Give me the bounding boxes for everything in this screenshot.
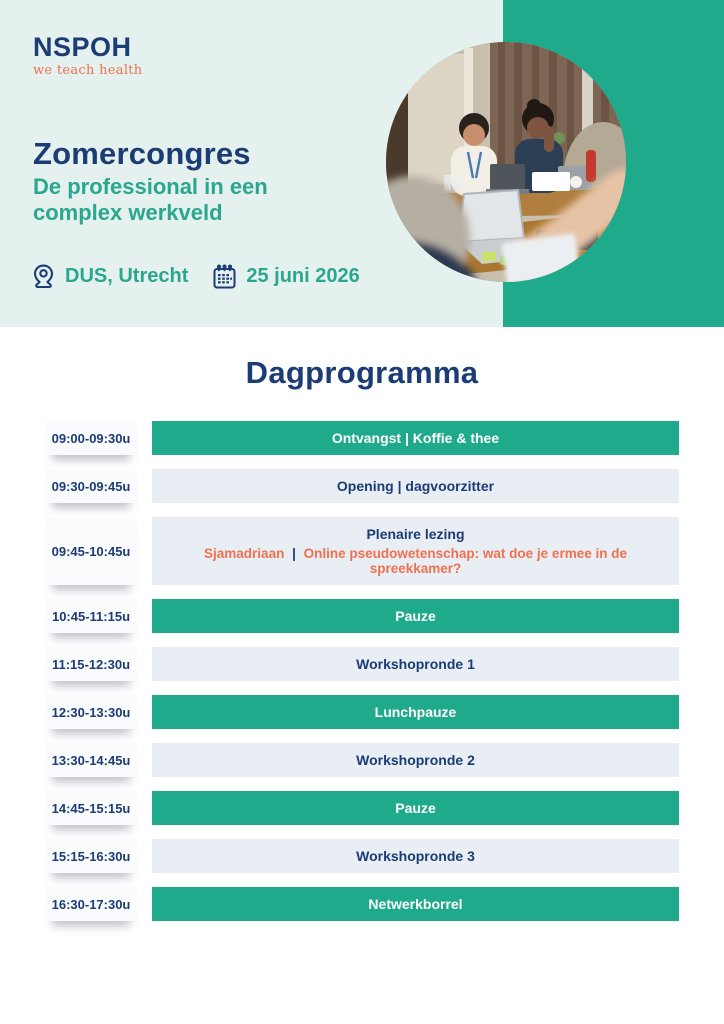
location-item [31, 263, 188, 290]
time-label: 09:00-09:30u [45, 421, 137, 455]
event-label: Pauze [395, 800, 436, 816]
event-label: Workshopronde 2 [356, 752, 475, 768]
event-label: Workshopronde 1 [356, 656, 475, 672]
event-bar [152, 647, 679, 681]
event-label: Workshopronde 3 [356, 848, 475, 864]
time-label: 16:30-17:30u [45, 887, 137, 921]
location-text: DUS, Utrecht [65, 265, 189, 287]
date-text: 25 juni 2026 [246, 265, 360, 287]
time-label: 12:30-13:30u [45, 695, 137, 729]
time-label: 09:30-09:45u [45, 469, 137, 503]
program-row [45, 599, 679, 633]
event-bar [152, 695, 679, 729]
time-label: 09:45-10:45u [45, 517, 137, 585]
event-bar [152, 887, 679, 921]
event-bar [152, 517, 679, 585]
event-label: Opening | dagvoorzitter [336, 478, 495, 494]
program-rows [45, 421, 679, 921]
separator: | [292, 546, 296, 561]
hero-section [0, 0, 724, 327]
logo-tagline: we teach health [33, 63, 143, 78]
time-label: 14:45-15:15u [45, 791, 137, 825]
program-row [45, 887, 679, 921]
event-sub-label [162, 546, 669, 576]
program-row [45, 469, 679, 503]
event-label: Plenaire lezing [366, 526, 465, 542]
time-label: 13:30-14:45u [45, 743, 137, 777]
date-item [212, 264, 359, 290]
event-subtitle: De professional in een complex werkveld [33, 174, 268, 225]
program-section [0, 327, 724, 921]
program-row [45, 517, 679, 585]
program-heading: Dagprogramma [245, 355, 479, 390]
conference-photo [386, 42, 626, 282]
event-label: Pauze [395, 608, 436, 624]
program-row [45, 421, 679, 455]
program-row [45, 647, 679, 681]
conference-photo-illustration [386, 42, 626, 282]
speaker-name: Sjamadriaan [204, 546, 285, 561]
program-row [45, 839, 679, 873]
time-label: 11:15-12:30u [45, 647, 137, 681]
event-title: Zomercongres [33, 136, 251, 171]
nspoh-logo [33, 34, 142, 78]
logo-name: NSPOH [33, 32, 132, 62]
talk-title: Online pseudowetenschap: wat doe je ermee in de spreekkamer? [303, 546, 627, 576]
event-label: Lunchpauze [374, 704, 457, 720]
event-bar [152, 791, 679, 825]
program-row [45, 743, 679, 777]
time-label: 15:15-16:30u [45, 839, 137, 873]
event-bar [152, 599, 679, 633]
event-bar [152, 743, 679, 777]
event-bar [152, 839, 679, 873]
event-bar [152, 469, 679, 503]
location-pin-icon [31, 263, 56, 290]
program-row [45, 695, 679, 729]
time-label: 10:45-11:15u [45, 599, 137, 633]
program-row [45, 791, 679, 825]
event-label: Netwerkborrel [368, 896, 463, 912]
event-label: Ontvangst | Koffie & thee [331, 430, 500, 446]
event-bar [152, 421, 679, 455]
event-meta [31, 263, 360, 290]
calendar-icon [212, 264, 237, 290]
